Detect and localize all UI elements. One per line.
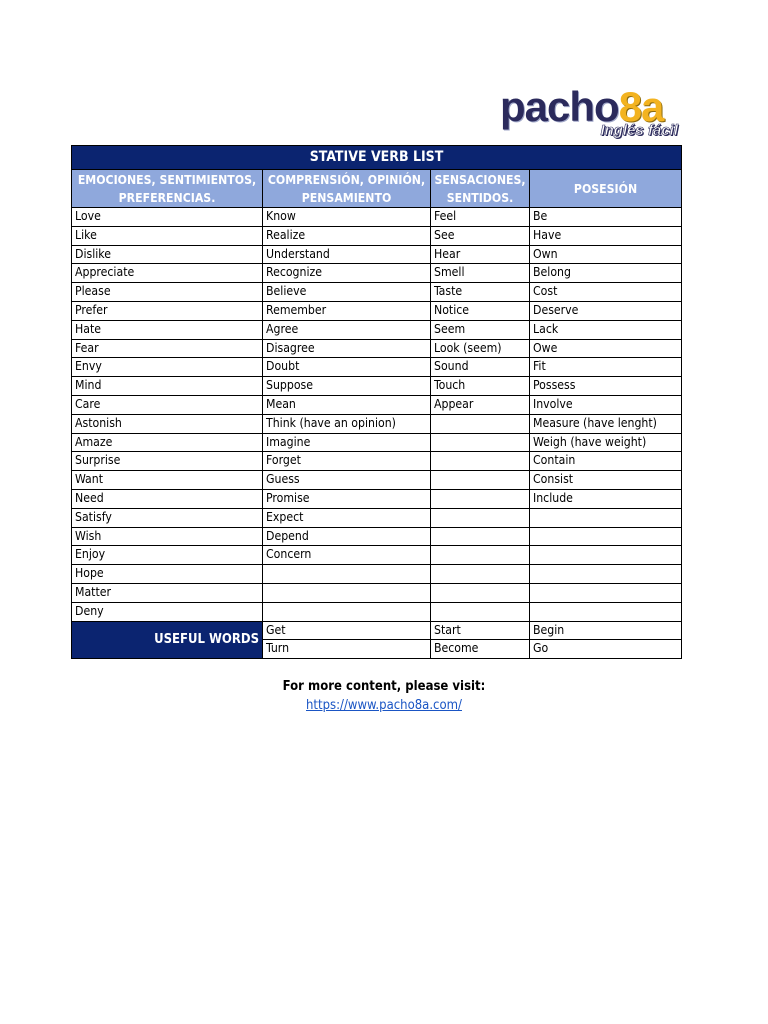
verb-cell: Weigh (have weight)	[530, 433, 682, 452]
verb-cell: Dislike	[72, 245, 263, 264]
verb-cell: Surprise	[72, 452, 263, 471]
verb-cell	[431, 527, 530, 546]
verb-cell: Include	[530, 489, 682, 508]
verb-cell: Realize	[263, 226, 431, 245]
verb-cell: See	[431, 226, 530, 245]
header-possession: POSESIÓN	[530, 170, 682, 208]
verb-cell: Look (seem)	[431, 339, 530, 358]
table-row	[72, 377, 682, 396]
verb-cell: Belong	[530, 264, 682, 283]
verb-cell	[530, 565, 682, 584]
verb-cell: Sound	[431, 358, 530, 377]
verb-cell: Concern	[263, 546, 431, 565]
verb-cell: Enjoy	[72, 546, 263, 565]
verb-cell: Envy	[72, 358, 263, 377]
verb-cell: Suppose	[263, 377, 431, 396]
verb-cell: Deserve	[530, 301, 682, 320]
verb-cell: Fear	[72, 339, 263, 358]
table-row	[72, 452, 682, 471]
verb-cell	[263, 565, 431, 584]
verb-cell: Guess	[263, 471, 431, 490]
verb-cell: Recognize	[263, 264, 431, 283]
header-emotions: EMOCIONES, SENTIMIENTOS, PREFERENCIAS.	[72, 170, 263, 208]
table-row	[72, 245, 682, 264]
table-row	[72, 320, 682, 339]
verb-cell: Touch	[431, 377, 530, 396]
verb-cell	[431, 489, 530, 508]
verb-cell	[431, 508, 530, 527]
table-row	[72, 602, 682, 621]
verb-cell	[530, 527, 682, 546]
verb-cell: Contain	[530, 452, 682, 471]
verb-cell	[431, 583, 530, 602]
table-row	[72, 508, 682, 527]
verb-cell: Please	[72, 283, 263, 302]
useful-word: Become	[431, 640, 530, 659]
verb-cell	[431, 452, 530, 471]
header-senses: SENSACIONES, SENTIDOS.	[431, 170, 530, 208]
verb-cell: Prefer	[72, 301, 263, 320]
verb-cell: Agree	[263, 320, 431, 339]
table-row	[72, 264, 682, 283]
verb-cell: Wish	[72, 527, 263, 546]
verb-rows	[72, 208, 682, 622]
footer-text: For more content, please visit:	[282, 679, 486, 694]
useful-word: Begin	[530, 621, 682, 640]
verb-cell: Matter	[72, 583, 263, 602]
verb-cell: Doubt	[263, 358, 431, 377]
verb-cell: Need	[72, 489, 263, 508]
table-row	[72, 565, 682, 584]
verb-cell: Depend	[263, 527, 431, 546]
table-row	[72, 395, 682, 414]
table-row	[72, 301, 682, 320]
useful-words-label: USEFUL WORDS	[72, 621, 263, 659]
verb-cell: Understand	[263, 245, 431, 264]
verb-cell: Taste	[431, 283, 530, 302]
table-row	[72, 583, 682, 602]
verb-cell: Seem	[431, 320, 530, 339]
verb-cell	[431, 602, 530, 621]
verb-cell: Believe	[263, 283, 431, 302]
verb-cell: Care	[72, 395, 263, 414]
table-row	[72, 339, 682, 358]
verb-cell: Remember	[263, 301, 431, 320]
verb-cell: Have	[530, 226, 682, 245]
verb-cell: Possess	[530, 377, 682, 396]
useful-word: Turn	[263, 640, 431, 659]
verb-cell: Lack	[530, 320, 682, 339]
verb-cell: Astonish	[72, 414, 263, 433]
useful-row	[72, 621, 682, 640]
verb-cell: Disagree	[263, 339, 431, 358]
verb-cell	[530, 583, 682, 602]
verb-cell: Think (have an opinion)	[263, 414, 431, 433]
table-row	[72, 546, 682, 565]
verb-cell: Be	[530, 208, 682, 227]
verb-cell: Notice	[431, 301, 530, 320]
verb-cell: Promise	[263, 489, 431, 508]
verb-cell: Expect	[263, 508, 431, 527]
logo-accent-text: 8a	[618, 83, 664, 130]
table-row	[72, 471, 682, 490]
verb-cell	[431, 471, 530, 490]
brand-logo	[500, 84, 682, 146]
verb-cell: Feel	[431, 208, 530, 227]
verb-cell	[431, 565, 530, 584]
verb-cell: Mind	[72, 377, 263, 396]
verb-cell: Mean	[263, 395, 431, 414]
verb-cell: Like	[72, 226, 263, 245]
table-title: STATIVE VERB LIST	[72, 146, 682, 170]
verb-cell	[530, 602, 682, 621]
verb-cell: Involve	[530, 395, 682, 414]
verb-cell	[431, 433, 530, 452]
verb-cell	[530, 508, 682, 527]
table-row	[72, 433, 682, 452]
verb-cell	[530, 546, 682, 565]
verb-cell: Measure (have lenght)	[530, 414, 682, 433]
verb-cell: Want	[72, 471, 263, 490]
stative-verb-table	[71, 145, 682, 659]
verb-cell: Smell	[431, 264, 530, 283]
verb-cell: Owe	[530, 339, 682, 358]
verb-cell: Consist	[530, 471, 682, 490]
verb-cell: Amaze	[72, 433, 263, 452]
useful-word: Go	[530, 640, 682, 659]
header-comprehension: COMPRENSIÓN, OPINIÓN, PENSAMIENTO	[263, 170, 431, 208]
verb-cell: Fit	[530, 358, 682, 377]
verb-cell	[263, 583, 431, 602]
verb-cell: Own	[530, 245, 682, 264]
verb-cell: Know	[263, 208, 431, 227]
verb-cell: Appear	[431, 395, 530, 414]
table-row	[72, 489, 682, 508]
verb-cell	[263, 602, 431, 621]
useful-words-section	[72, 621, 682, 659]
table-row	[72, 208, 682, 227]
useful-word: Get	[263, 621, 431, 640]
logo-main-text: pacho	[500, 83, 619, 130]
table-row	[72, 283, 682, 302]
table-row	[72, 358, 682, 377]
verb-cell: Forget	[263, 452, 431, 471]
verb-cell: Deny	[72, 602, 263, 621]
table-row	[72, 226, 682, 245]
useful-word: Start	[431, 621, 530, 640]
verb-cell: Satisfy	[72, 508, 263, 527]
verb-cell	[431, 546, 530, 565]
verb-cell	[431, 414, 530, 433]
table-row	[72, 414, 682, 433]
verb-cell: Appreciate	[72, 264, 263, 283]
table-row	[72, 527, 682, 546]
verb-cell: Imagine	[263, 433, 431, 452]
logo-tagline: Inglés fácil	[600, 122, 678, 139]
verb-cell: Cost	[530, 283, 682, 302]
verb-cell: Hear	[431, 245, 530, 264]
verb-cell: Hope	[72, 565, 263, 584]
verb-cell: Hate	[72, 320, 263, 339]
footer-link[interactable]: https://www.pacho8a.com/	[306, 698, 462, 713]
verb-cell: Love	[72, 208, 263, 227]
